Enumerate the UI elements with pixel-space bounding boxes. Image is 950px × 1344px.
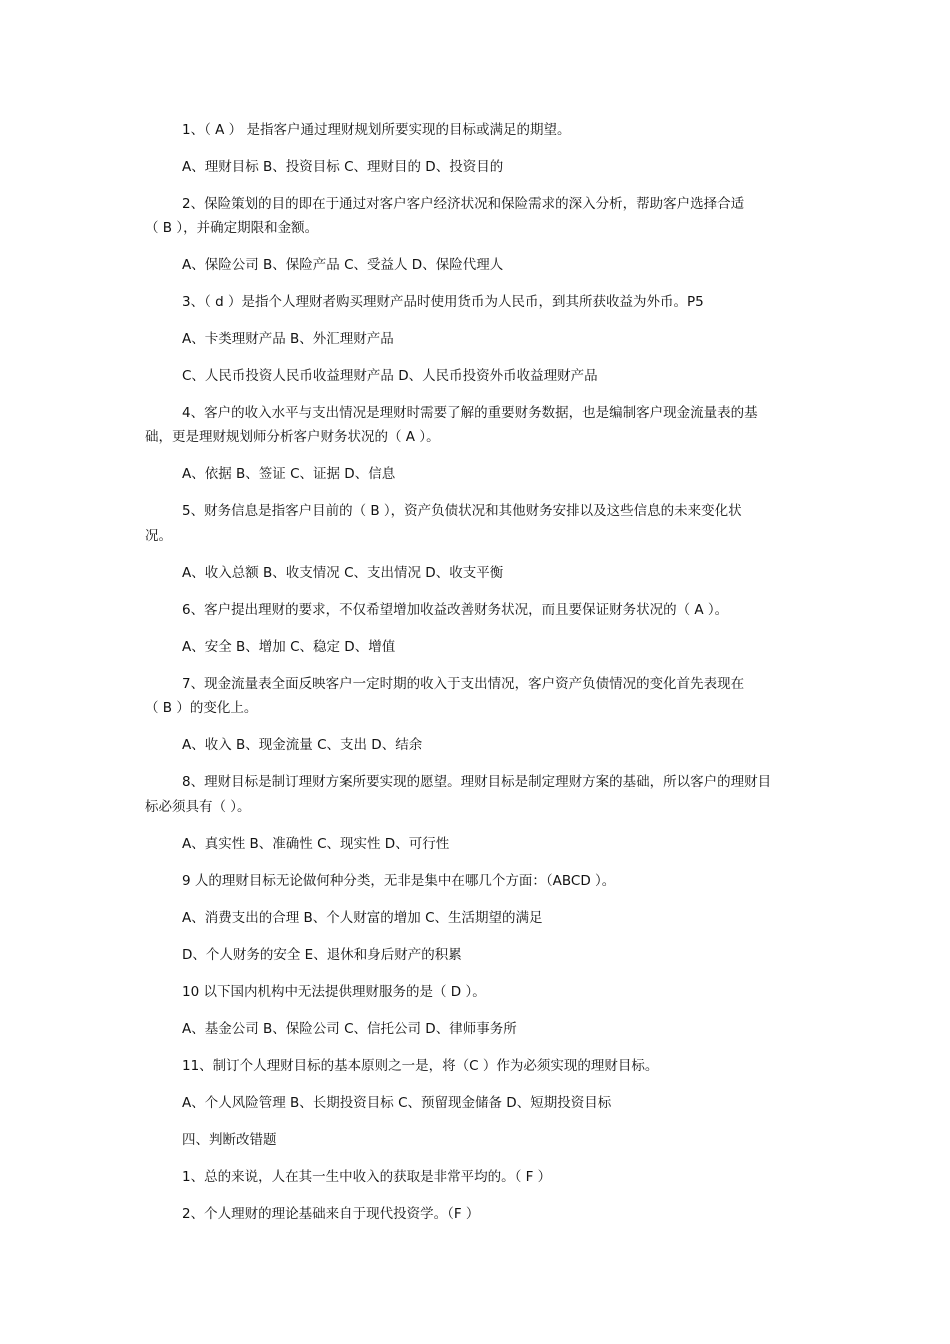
q11-options: A、个人风险管理 B、长期投资目标 C、预留现金储备 D、短期投资目标: [182, 1095, 612, 1111]
q10-options: A、基金公司 B、保险公司 C、信托公司 D、律师事务所: [182, 1021, 517, 1037]
q5-stem-line2: 况。: [145, 528, 172, 544]
q7-stem-line2: （ B ）的变化上。: [145, 700, 258, 716]
q9-options-line2: D、个人财务的安全 E、退休和身后财产的积累: [182, 947, 462, 963]
q8-stem-line1: 8、理财目标是制订理财方案所要实现的愿望。理财目标是制定理财方案的基础，所以客户的理财目: [182, 774, 772, 790]
q2-stem-line1: 2、保险策划的目的即在于通过对客户客户经济状况和保险需求的深入分析，帮助客户选择合适: [182, 196, 745, 212]
q6-options: A、安全 B、增加 C、稳定 D、增值: [182, 639, 396, 655]
q10-stem: 10 以下国内机构中无法提供理财服务的是（ D ）。: [182, 984, 486, 1000]
q4-stem-line2: 础，更是理财规划师分析客户财务状况的（ A ）。: [145, 429, 440, 445]
q8-stem-line2: 标必须具有（ ）。: [145, 799, 251, 815]
q2-options: A、保险公司 B、保险产品 C、受益人 D、保险代理人: [182, 257, 504, 273]
section-heading: 四、判断改错题: [182, 1132, 277, 1148]
q5-options: A、收入总额 B、收支情况 C、支出情况 D、收支平衡: [182, 565, 504, 581]
q3-stem: 3、（ d ）是指个人理财者购买理财产品时使用货币为人民币，到其所获收益为外币。P5: [182, 294, 704, 310]
q1-options: A、理财目标 B、投资目标 C、理财目的 D、投资目的: [182, 159, 504, 175]
q6-stem: 6、客户提出理财的要求，不仅希望增加收益改善财务状况，而且要保证财务状况的（ A ）。: [182, 602, 729, 618]
q9-stem: 9 人的理财目标无论做何种分类，无非是集中在哪几个方面：（ABCD ）。: [182, 873, 616, 889]
q11-stem: 11、制订个人理财目标的基本原则之一是，将（C ）作为必须实现的理财目标。: [182, 1058, 659, 1074]
q4-options: A、依据 B、签证 C、证据 D、信息: [182, 466, 396, 482]
tf-q1: 1、总的来说，人在其一生中收入的获取是非常平均的。（ F ）: [182, 1169, 552, 1185]
q1-stem: 1、（ A ） 是指客户通过理财规划所要实现的目标或满足的期望。: [182, 122, 571, 138]
q3-options-line2: C、人民币投资人民币收益理财产品 D、人民币投资外币收益理财产品: [182, 368, 598, 384]
q3-options-line1: A、卡类理财产品 B、外汇理财产品: [182, 331, 394, 347]
q8-options: A、真实性 B、准确性 C、现实性 D、可行性: [182, 836, 450, 852]
tf-q2: 2、个人理财的理论基础来自于现代投资学。（F ）: [182, 1206, 480, 1222]
q7-options: A、收入 B、现金流量 C、支出 D、结余: [182, 737, 423, 753]
q5-stem-line1: 5、财务信息是指客户目前的（ B ），资产负债状况和其他财务安排以及这些信息的未来变化状: [182, 503, 742, 519]
q9-options-line1: A、消费支出的合理 B、个人财富的增加 C、生活期望的满足: [182, 910, 543, 926]
q7-stem-line1: 7、现金流量表全面反映客户一定时期的收入于支出情况，客户资产负债情况的变化首先表现在: [182, 676, 745, 692]
q2-stem-line2: （ B ），并确定期限和金额。: [145, 220, 319, 236]
q4-stem-line1: 4、客户的收入水平与支出情况是理财时需要了解的重要财务数据，也是编制客户现金流量表的基: [182, 405, 758, 421]
